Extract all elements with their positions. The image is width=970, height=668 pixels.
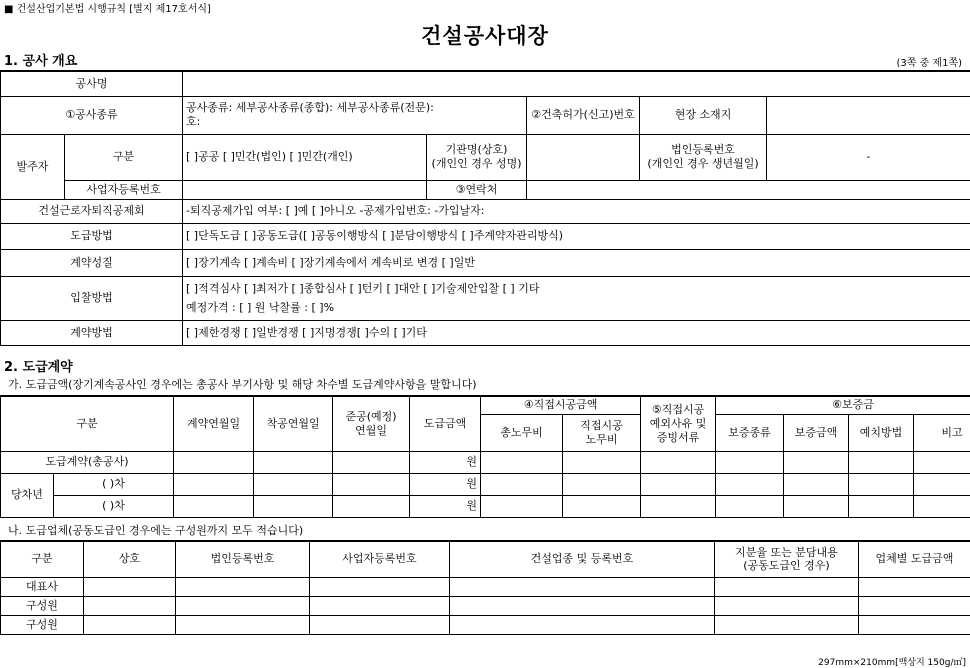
contract-method-field[interactable]: [ ]제한경쟁 [ ]일반경쟁 [ ]지명경쟁[ ]수의 [ ]기타 [183,320,970,345]
contractor-table [0,540,970,635]
table-row [1,615,970,634]
table-row [1,473,970,495]
table-row [1,495,970,517]
colb-share: 지분율 또는 분담내용 (공동도급인 경우) [715,541,859,577]
retire-label: 건설근로자퇴직공제회 [1,199,183,223]
legal-basis: ■ 건설산업기본법 시행규칙 [별지 제17호서식] [4,0,211,15]
col-start-date: 착공연월일 [254,396,333,451]
bidding-field[interactable] [183,276,970,320]
bidding-price: 예정가격 : [ ] 원 낙찰률 : [ ]% [186,301,967,315]
bidding-options: [ ]적격심사 [ ]최저가 [ ]종합심사 [ ]턴키 [ ]대안 [ ]기술제안입찰 [ ] 기타 [186,282,967,296]
row-lead-company: 대표사 [1,577,84,596]
permit-label: ②건축허가(신고)번호 [527,96,640,134]
project-type-text2: 호: [186,115,523,129]
won-unit: 원 [410,473,481,495]
subcontract-method-field[interactable]: [ ]단독도급 [ ]공동도급([ ]공동이행방식 [ ]분담이행방식 [ ]주계약자관리방식) [183,223,970,249]
project-name-field[interactable] [183,71,970,96]
bizreg-label: 사업자등록번호 [65,180,183,199]
colb-company: 상호 [84,541,176,577]
colb-industry: 건설업종 및 등록번호 [450,541,715,577]
row-round-label: ( )차 [54,473,174,495]
agency-field[interactable] [527,134,640,180]
col-guarantee-amount: 보증금액 [784,414,849,451]
col-category: 구분 [1,396,174,451]
category-checkboxes[interactable]: [ ]공공 [ ]민간(법인) [ ]민간(개인) [183,134,427,180]
contract-method-label: 계약방법 [1,320,183,345]
col-direct-exempt: ⑤직접시공 예외사유 및 증빙서류 [641,396,716,451]
contact-label: ③연락처 [427,180,527,199]
table-row [1,577,970,596]
col-total-labor: 총노무비 [481,414,563,451]
project-type-text: 공사종류: 세부공사종류(종합): 세부공사종류(전문): [186,101,523,115]
col-remarks: 비고 [914,414,970,451]
col-deposit-method: 예치방법 [849,414,914,451]
col-direct-cost: ④직접시공금액 [481,396,641,414]
col-direct-labor: 직접시공 노무비 [563,414,641,451]
row-member: 구성원 [1,596,84,615]
section1-table [0,70,970,346]
subcontract-method-label: 도급방법 [1,223,183,249]
row-total-label: 도급계약(총공사) [1,451,174,473]
contract-amount-table [0,395,970,518]
contact-field[interactable] [527,180,970,199]
won-unit: 원 [410,495,481,517]
site-label: 현장 소재지 [640,96,767,134]
colb-corp-no: 법인등록번호 [176,541,310,577]
won-unit: 원 [410,451,481,473]
contract-nature-label: 계약성질 [1,249,183,276]
section1-heading: 1. 공사 개요 [4,50,77,69]
corp-reg-label: 법인등록번호 (개인인 경우 생년월일) [640,134,767,180]
section2-sub-b: 나. 도급업체(공동도급인 경우에는 구성원까지 모두 적습니다) [8,522,303,538]
table-row [1,596,970,615]
category-label: 구분 [65,134,183,180]
retire-field[interactable]: -퇴직공제가입 여부: [ ]예 [ ]아니오 -공제가입번호: -가입날자: [183,199,970,223]
table-row [1,451,970,473]
row-member: 구성원 [1,615,84,634]
col-completion-date: 준공(예정) 연월일 [333,396,410,451]
paper-spec: 297mm×210mm[백상지 150g/㎡] [818,655,966,668]
col-guarantee-type: 보증종류 [716,414,784,451]
section2-heading: 2. 도급계약 [4,356,73,375]
project-type-label: ①공사종류 [1,96,183,134]
col-contract-date: 계약연월일 [174,396,254,451]
site-field[interactable] [767,96,970,134]
colb-category: 구분 [1,541,84,577]
colb-amount: 업체별 도급금액 [859,541,970,577]
corp-reg-field[interactable]: - [767,134,970,180]
project-name-label: 공사명 [1,71,183,96]
page-indicator: (3쪽 중 제1쪽) [896,54,962,69]
colb-biz-no: 사업자등록번호 [310,541,450,577]
page-title: 건설공사대장 [0,20,970,50]
client-label: 발주자 [1,134,65,199]
section2-sub-a: 가. 도급금액(장기계속공사인 경우에는 총공사 부기사항 및 해당 차수별 도급계약사항을 말합니다) [8,376,477,392]
row-round-label: ( )차 [54,495,174,517]
contract-nature-field[interactable]: [ ]장기계속 [ ]계속비 [ ]장기계속에서 계속비로 변경 [ ]일반 [183,249,970,276]
bidding-label: 입찰방법 [1,276,183,320]
col-amount: 도급금액 [410,396,481,451]
project-type-field[interactable] [183,96,527,134]
row-this-year-label: 당차년 [1,473,54,517]
agency-label: 기관명(상호) (개인인 경우 성명) [427,134,527,180]
bizreg-field[interactable] [183,180,427,199]
col-guarantee: ⑥보증금 [716,396,970,414]
